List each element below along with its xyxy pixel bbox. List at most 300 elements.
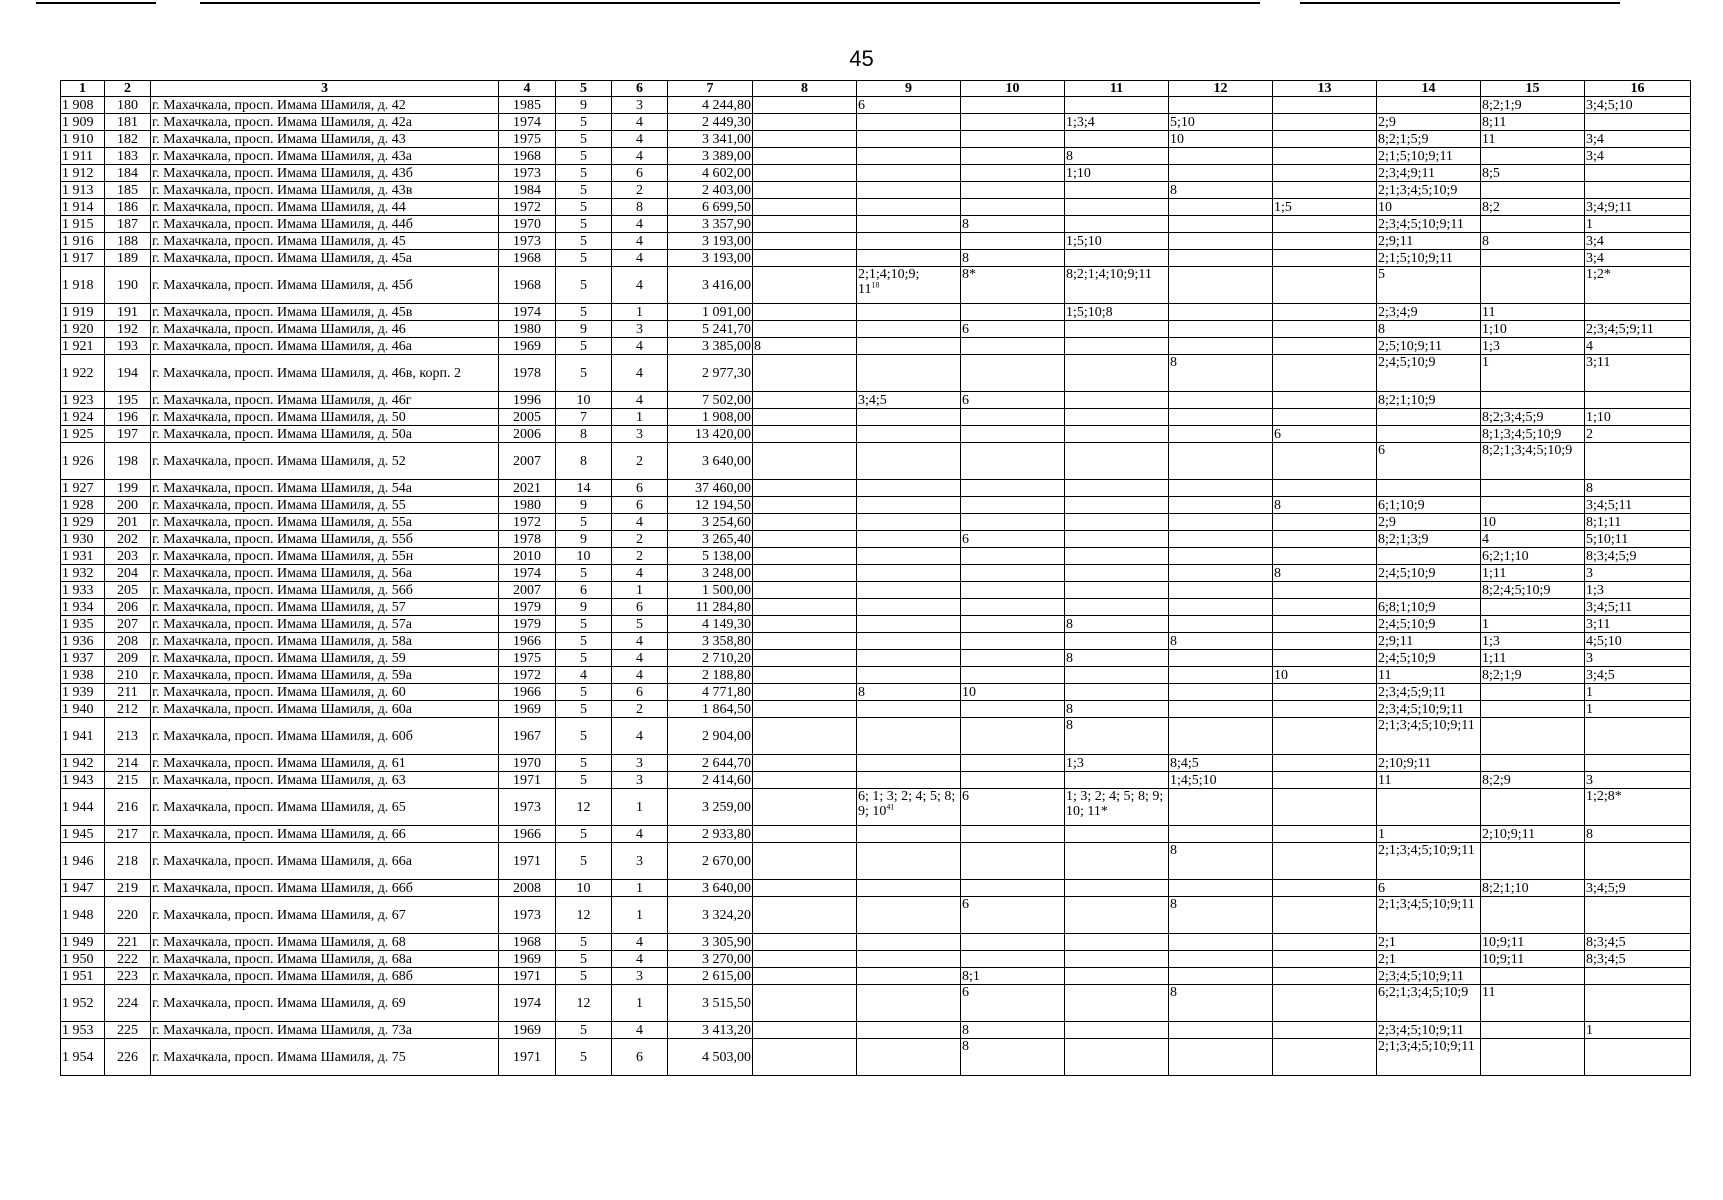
cell-col-4: 1975 xyxy=(499,650,556,667)
top-rule-left xyxy=(36,2,156,4)
cell-col-8 xyxy=(753,667,857,684)
table-row xyxy=(61,321,1691,338)
cell-col-16: 3;4;5;11 xyxy=(1585,497,1691,514)
cell-col-6: 3 xyxy=(612,843,668,880)
table-row xyxy=(61,772,1691,789)
cell-col-12 xyxy=(1169,548,1273,565)
cell-col-14 xyxy=(1377,789,1481,826)
cell-col-7: 11 284,80 xyxy=(668,599,753,616)
cell-col-3: г. Махачкала, просп. Имама Шамиля, д. 46 xyxy=(151,321,499,338)
cell-col-14 xyxy=(1377,97,1481,114)
cell-col-9 xyxy=(857,182,961,199)
column-header-1: 1 xyxy=(61,81,105,97)
cell-col-8 xyxy=(753,321,857,338)
cell-col-9 xyxy=(857,897,961,934)
column-header-7: 7 xyxy=(668,81,753,97)
cell-col-5: 5 xyxy=(556,250,612,267)
cell-col-6: 4 xyxy=(612,934,668,951)
cell-col-8 xyxy=(753,131,857,148)
cell-col-3: г. Махачкала, просп. Имама Шамиля, д. 66а xyxy=(151,843,499,880)
cell-col-4: 1969 xyxy=(499,951,556,968)
cell-col-5: 9 xyxy=(556,497,612,514)
cell-col-10 xyxy=(961,548,1065,565)
cell-col-2: 213 xyxy=(105,718,151,755)
table-row xyxy=(61,755,1691,772)
cell-col-14: 2;9;11 xyxy=(1377,633,1481,650)
cell-col-8 xyxy=(753,843,857,880)
cell-col-13 xyxy=(1273,684,1377,701)
cell-col-15 xyxy=(1481,480,1585,497)
cell-col-16: 3;4 xyxy=(1585,250,1691,267)
cell-col-12 xyxy=(1169,426,1273,443)
cell-col-9 xyxy=(857,934,961,951)
cell-col-6: 4 xyxy=(612,514,668,531)
cell-col-11 xyxy=(1065,897,1169,934)
cell-col-8 xyxy=(753,216,857,233)
header-row xyxy=(61,81,1691,97)
cell-col-3: г. Махачкала, просп. Имама Шамиля, д. 68а xyxy=(151,951,499,968)
cell-col-14: 8;2;1;10;9 xyxy=(1377,392,1481,409)
cell-col-1: 1 943 xyxy=(61,772,105,789)
cell-col-12: 8 xyxy=(1169,355,1273,392)
cell-col-1: 1 929 xyxy=(61,514,105,531)
cell-col-14: 2;9 xyxy=(1377,114,1481,131)
cell-col-5: 12 xyxy=(556,789,612,826)
cell-col-4: 1969 xyxy=(499,701,556,718)
cell-col-7: 3 265,40 xyxy=(668,531,753,548)
cell-col-3: г. Махачкала, просп. Имама Шамиля, д. 73а xyxy=(151,1022,499,1039)
cell-col-3: г. Махачкала, просп. Имама Шамиля, д. 67 xyxy=(151,897,499,934)
cell-col-7: 1 500,00 xyxy=(668,582,753,599)
table-row xyxy=(61,131,1691,148)
cell-col-11 xyxy=(1065,321,1169,338)
column-header-4: 4 xyxy=(499,81,556,97)
cell-col-2: 198 xyxy=(105,443,151,480)
column-header-13: 13 xyxy=(1273,81,1377,97)
cell-col-3: г. Махачкала, просп. Имама Шамиля, д. 50 xyxy=(151,409,499,426)
cell-col-10 xyxy=(961,338,1065,355)
table-row xyxy=(61,718,1691,755)
cell-col-13 xyxy=(1273,531,1377,548)
cell-col-14: 10 xyxy=(1377,199,1481,216)
cell-col-11 xyxy=(1065,199,1169,216)
cell-col-4: 1968 xyxy=(499,267,556,304)
cell-col-4: 1978 xyxy=(499,355,556,392)
cell-col-13 xyxy=(1273,897,1377,934)
cell-col-15 xyxy=(1481,216,1585,233)
cell-col-11: 1;5;10 xyxy=(1065,233,1169,250)
cell-col-4: 1969 xyxy=(499,1022,556,1039)
cell-col-8 xyxy=(753,701,857,718)
cell-col-5: 5 xyxy=(556,718,612,755)
table-row xyxy=(61,582,1691,599)
cell-col-11 xyxy=(1065,667,1169,684)
cell-col-2: 226 xyxy=(105,1039,151,1076)
cell-col-8 xyxy=(753,616,857,633)
cell-col-16 xyxy=(1585,1039,1691,1076)
cell-col-6: 1 xyxy=(612,409,668,426)
cell-col-15 xyxy=(1481,1039,1585,1076)
table-row xyxy=(61,409,1691,426)
cell-col-9 xyxy=(857,443,961,480)
cell-col-10: 8 xyxy=(961,250,1065,267)
cell-col-5: 5 xyxy=(556,968,612,985)
cell-col-10 xyxy=(961,426,1065,443)
cell-col-2: 186 xyxy=(105,199,151,216)
cell-col-2: 201 xyxy=(105,514,151,531)
cell-col-9 xyxy=(857,548,961,565)
cell-col-7: 13 420,00 xyxy=(668,426,753,443)
cell-col-2: 193 xyxy=(105,338,151,355)
cell-col-4: 1972 xyxy=(499,667,556,684)
cell-col-8 xyxy=(753,165,857,182)
cell-col-1: 1 912 xyxy=(61,165,105,182)
table-row xyxy=(61,497,1691,514)
cell-col-10: 6 xyxy=(961,985,1065,1022)
cell-col-13: 8 xyxy=(1273,497,1377,514)
cell-col-1: 1 908 xyxy=(61,97,105,114)
cell-col-15 xyxy=(1481,701,1585,718)
cell-col-12 xyxy=(1169,789,1273,826)
cell-col-10 xyxy=(961,667,1065,684)
cell-col-6: 4 xyxy=(612,718,668,755)
cell-col-3: г. Махачкала, просп. Имама Шамиля, д. 44б xyxy=(151,216,499,233)
cell-col-15: 1;11 xyxy=(1481,565,1585,582)
cell-col-5: 5 xyxy=(556,755,612,772)
cell-col-3: г. Махачкала, просп. Имама Шамиля, д. 45в xyxy=(151,304,499,321)
cell-col-2: 190 xyxy=(105,267,151,304)
table-row xyxy=(61,968,1691,985)
cell-col-16 xyxy=(1585,968,1691,985)
cell-col-9 xyxy=(857,565,961,582)
cell-col-8 xyxy=(753,985,857,1022)
cell-col-13 xyxy=(1273,701,1377,718)
table-row xyxy=(61,667,1691,684)
cell-col-16 xyxy=(1585,443,1691,480)
cell-col-8 xyxy=(753,480,857,497)
cell-col-10 xyxy=(961,755,1065,772)
cell-col-15: 8;2;3;4;5;9 xyxy=(1481,409,1585,426)
cell-col-2: 212 xyxy=(105,701,151,718)
cell-col-9 xyxy=(857,633,961,650)
table-row xyxy=(61,304,1691,321)
cell-col-7: 3 640,00 xyxy=(668,880,753,897)
cell-col-14: 8 xyxy=(1377,321,1481,338)
cell-col-9 xyxy=(857,599,961,616)
cell-col-8 xyxy=(753,789,857,826)
cell-col-9 xyxy=(857,968,961,985)
cell-col-12: 8 xyxy=(1169,633,1273,650)
cell-col-13 xyxy=(1273,165,1377,182)
cell-col-10: 6 xyxy=(961,531,1065,548)
cell-col-3: г. Махачкала, просп. Имама Шамиля, д. 68 xyxy=(151,934,499,951)
cell-col-12 xyxy=(1169,565,1273,582)
cell-col-7: 3 270,00 xyxy=(668,951,753,968)
cell-col-6: 1 xyxy=(612,304,668,321)
cell-col-11: 1;3 xyxy=(1065,755,1169,772)
table-row xyxy=(61,701,1691,718)
cell-col-1: 1 923 xyxy=(61,392,105,409)
cell-col-11 xyxy=(1065,826,1169,843)
cell-col-14: 6;1;10;9 xyxy=(1377,497,1481,514)
cell-col-5: 5 xyxy=(556,826,612,843)
cell-col-13 xyxy=(1273,409,1377,426)
cell-col-7: 3 341,00 xyxy=(668,131,753,148)
cell-col-13 xyxy=(1273,718,1377,755)
cell-col-7: 37 460,00 xyxy=(668,480,753,497)
cell-col-5: 10 xyxy=(556,880,612,897)
cell-col-4: 2005 xyxy=(499,409,556,426)
cell-col-2: 188 xyxy=(105,233,151,250)
cell-col-9: 3;4;5 xyxy=(857,392,961,409)
cell-col-10 xyxy=(961,480,1065,497)
cell-col-8 xyxy=(753,599,857,616)
cell-col-12: 8 xyxy=(1169,843,1273,880)
table-row xyxy=(61,97,1691,114)
cell-col-11 xyxy=(1065,843,1169,880)
cell-col-14: 2;1;3;4;5;10;9;11 xyxy=(1377,843,1481,880)
cell-col-6: 4 xyxy=(612,650,668,667)
table-row xyxy=(61,216,1691,233)
cell-col-2: 216 xyxy=(105,789,151,826)
cell-col-6: 4 xyxy=(612,951,668,968)
cell-col-3: г. Махачкала, просп. Имама Шамиля, д. 52 xyxy=(151,443,499,480)
cell-col-2: 191 xyxy=(105,304,151,321)
cell-col-6: 3 xyxy=(612,97,668,114)
cell-col-16: 1;10 xyxy=(1585,409,1691,426)
cell-col-2: 197 xyxy=(105,426,151,443)
cell-col-1: 1 938 xyxy=(61,667,105,684)
cell-col-12 xyxy=(1169,338,1273,355)
cell-col-10 xyxy=(961,114,1065,131)
table-row xyxy=(61,897,1691,934)
cell-col-4: 2006 xyxy=(499,426,556,443)
cell-col-16 xyxy=(1585,304,1691,321)
cell-col-14: 6;2;1;3;4;5;10;9 xyxy=(1377,985,1481,1022)
cell-col-15: 8;2;9 xyxy=(1481,772,1585,789)
cell-col-12 xyxy=(1169,826,1273,843)
cell-col-1: 1 925 xyxy=(61,426,105,443)
cell-col-16 xyxy=(1585,718,1691,755)
table-row xyxy=(61,951,1691,968)
cell-col-12 xyxy=(1169,1022,1273,1039)
cell-col-7: 4 771,80 xyxy=(668,684,753,701)
cell-col-6: 4 xyxy=(612,114,668,131)
cell-col-11 xyxy=(1065,426,1169,443)
cell-col-7: 2 414,60 xyxy=(668,772,753,789)
cell-col-16: 3;4;5;9 xyxy=(1585,880,1691,897)
cell-col-8 xyxy=(753,684,857,701)
cell-col-2: 209 xyxy=(105,650,151,667)
cell-col-7: 1 091,00 xyxy=(668,304,753,321)
cell-col-6: 6 xyxy=(612,480,668,497)
cell-col-16: 8 xyxy=(1585,826,1691,843)
cell-col-10: 6 xyxy=(961,321,1065,338)
cell-col-3: г. Махачкала, просп. Имама Шамиля, д. 46г xyxy=(151,392,499,409)
cell-col-4: 2008 xyxy=(499,880,556,897)
cell-col-10: 8 xyxy=(961,216,1065,233)
cell-col-14: 2;4;5;10;9 xyxy=(1377,616,1481,633)
cell-col-13: 6 xyxy=(1273,426,1377,443)
table-row xyxy=(61,165,1691,182)
cell-col-4: 2021 xyxy=(499,480,556,497)
cell-col-8 xyxy=(753,951,857,968)
cell-col-10 xyxy=(961,182,1065,199)
cell-col-13 xyxy=(1273,443,1377,480)
cell-col-12 xyxy=(1169,165,1273,182)
cell-col-16: 3;4;5;10 xyxy=(1585,97,1691,114)
cell-col-6: 2 xyxy=(612,443,668,480)
cell-col-4: 1973 xyxy=(499,897,556,934)
cell-col-9 xyxy=(857,114,961,131)
cell-col-11: 8 xyxy=(1065,701,1169,718)
cell-col-14: 2;9;11 xyxy=(1377,233,1481,250)
cell-col-2: 208 xyxy=(105,633,151,650)
cell-col-6: 3 xyxy=(612,321,668,338)
cell-col-7: 3 248,00 xyxy=(668,565,753,582)
cell-col-12: 8 xyxy=(1169,897,1273,934)
cell-col-15 xyxy=(1481,250,1585,267)
cell-col-8 xyxy=(753,497,857,514)
cell-col-12 xyxy=(1169,267,1273,304)
cell-col-14 xyxy=(1377,409,1481,426)
cell-col-3: г. Махачкала, просп. Имама Шамиля, д. 54а xyxy=(151,480,499,497)
cell-col-16: 8 xyxy=(1585,480,1691,497)
cell-col-6: 4 xyxy=(612,131,668,148)
cell-col-16: 3;4 xyxy=(1585,131,1691,148)
cell-col-10 xyxy=(961,443,1065,480)
cell-col-1: 1 947 xyxy=(61,880,105,897)
cell-col-9 xyxy=(857,985,961,1022)
cell-col-6: 4 xyxy=(612,565,668,582)
table-row xyxy=(61,199,1691,216)
cell-col-4: 1968 xyxy=(499,148,556,165)
cell-col-11 xyxy=(1065,97,1169,114)
cell-col-5: 5 xyxy=(556,616,612,633)
cell-col-2: 200 xyxy=(105,497,151,514)
cell-col-12 xyxy=(1169,250,1273,267)
cell-col-15: 4 xyxy=(1481,531,1585,548)
cell-col-10 xyxy=(961,599,1065,616)
cell-col-6: 3 xyxy=(612,426,668,443)
cell-col-2: 206 xyxy=(105,599,151,616)
cell-col-4: 1967 xyxy=(499,718,556,755)
cell-col-13 xyxy=(1273,616,1377,633)
cell-col-11: 1; 3; 2; 4; 5; 8; 9; 10; 11* xyxy=(1065,789,1169,826)
cell-col-5: 5 xyxy=(556,843,612,880)
cell-col-15 xyxy=(1481,684,1585,701)
cell-col-14: 2;3;4;5;10;9;11 xyxy=(1377,968,1481,985)
footnote-mark: 41 xyxy=(886,802,895,812)
table-row xyxy=(61,182,1691,199)
cell-col-12 xyxy=(1169,216,1273,233)
cell-col-15: 10;9;11 xyxy=(1481,951,1585,968)
cell-col-13 xyxy=(1273,772,1377,789)
cell-col-1: 1 935 xyxy=(61,616,105,633)
cell-col-7: 5 241,70 xyxy=(668,321,753,338)
cell-col-13 xyxy=(1273,599,1377,616)
cell-col-5: 5 xyxy=(556,565,612,582)
cell-col-8 xyxy=(753,772,857,789)
cell-col-7: 2 188,80 xyxy=(668,667,753,684)
cell-col-4: 1971 xyxy=(499,772,556,789)
cell-col-6: 6 xyxy=(612,1039,668,1076)
cell-col-9: 8 xyxy=(857,684,961,701)
cell-col-5: 6 xyxy=(556,582,612,599)
cell-col-4: 1971 xyxy=(499,1039,556,1076)
cell-col-15: 1;3 xyxy=(1481,338,1585,355)
cell-col-3: г. Махачкала, просп. Имама Шамиля, д. 46в, корп. 2 xyxy=(151,355,499,392)
cell-col-12 xyxy=(1169,233,1273,250)
cell-col-14: 8;2;1;5;9 xyxy=(1377,131,1481,148)
cell-col-10 xyxy=(961,514,1065,531)
cell-col-3: г. Махачкала, просп. Имама Шамиля, д. 58а xyxy=(151,633,499,650)
cell-col-15 xyxy=(1481,789,1585,826)
cell-col-9 xyxy=(857,772,961,789)
cell-col-4: 1984 xyxy=(499,182,556,199)
cell-col-10 xyxy=(961,409,1065,426)
cell-col-7: 2 710,20 xyxy=(668,650,753,667)
cell-col-10 xyxy=(961,131,1065,148)
cell-col-9 xyxy=(857,843,961,880)
cell-col-4: 1974 xyxy=(499,304,556,321)
cell-col-1: 1 927 xyxy=(61,480,105,497)
cell-col-15 xyxy=(1481,182,1585,199)
cell-col-1: 1 936 xyxy=(61,633,105,650)
cell-col-15: 8;11 xyxy=(1481,114,1585,131)
cell-col-8 xyxy=(753,934,857,951)
cell-col-1: 1 931 xyxy=(61,548,105,565)
table-row xyxy=(61,114,1691,131)
cell-col-5: 5 xyxy=(556,934,612,951)
cell-col-5: 7 xyxy=(556,409,612,426)
cell-col-13 xyxy=(1273,1039,1377,1076)
cell-col-12 xyxy=(1169,684,1273,701)
cell-col-5: 5 xyxy=(556,1022,612,1039)
cell-col-6: 4 xyxy=(612,826,668,843)
cell-col-13 xyxy=(1273,114,1377,131)
cell-col-4: 1974 xyxy=(499,985,556,1022)
cell-col-15: 2;10;9;11 xyxy=(1481,826,1585,843)
cell-col-7: 3 413,20 xyxy=(668,1022,753,1039)
cell-col-16: 3 xyxy=(1585,650,1691,667)
cell-col-16: 8;3;4;5;9 xyxy=(1585,548,1691,565)
cell-col-14: 6;8;1;10;9 xyxy=(1377,599,1481,616)
cell-col-13 xyxy=(1273,480,1377,497)
cell-col-2: 217 xyxy=(105,826,151,843)
cell-col-5: 5 xyxy=(556,131,612,148)
cell-col-14: 8;2;1;3;9 xyxy=(1377,531,1481,548)
cell-col-15: 6;2;1;10 xyxy=(1481,548,1585,565)
cell-col-15: 8 xyxy=(1481,233,1585,250)
cell-col-14: 2;1;3;4;5;10;9;11 xyxy=(1377,1039,1481,1076)
cell-col-11: 1;5;10;8 xyxy=(1065,304,1169,321)
table-row xyxy=(61,443,1691,480)
cell-col-7: 5 138,00 xyxy=(668,548,753,565)
cell-col-1: 1 914 xyxy=(61,199,105,216)
cell-col-16: 8;3;4;5 xyxy=(1585,951,1691,968)
cell-col-1: 1 926 xyxy=(61,443,105,480)
cell-col-14: 2;4;5;10;9 xyxy=(1377,355,1481,392)
cell-col-12 xyxy=(1169,321,1273,338)
cell-col-15: 8;2;1;9 xyxy=(1481,667,1585,684)
cell-col-6: 4 xyxy=(612,338,668,355)
cell-col-1: 1 951 xyxy=(61,968,105,985)
cell-col-3: г. Махачкала, просп. Имама Шамиля, д. 55а xyxy=(151,514,499,531)
cell-col-6: 5 xyxy=(612,616,668,633)
cell-col-13 xyxy=(1273,843,1377,880)
cell-col-1: 1 922 xyxy=(61,355,105,392)
